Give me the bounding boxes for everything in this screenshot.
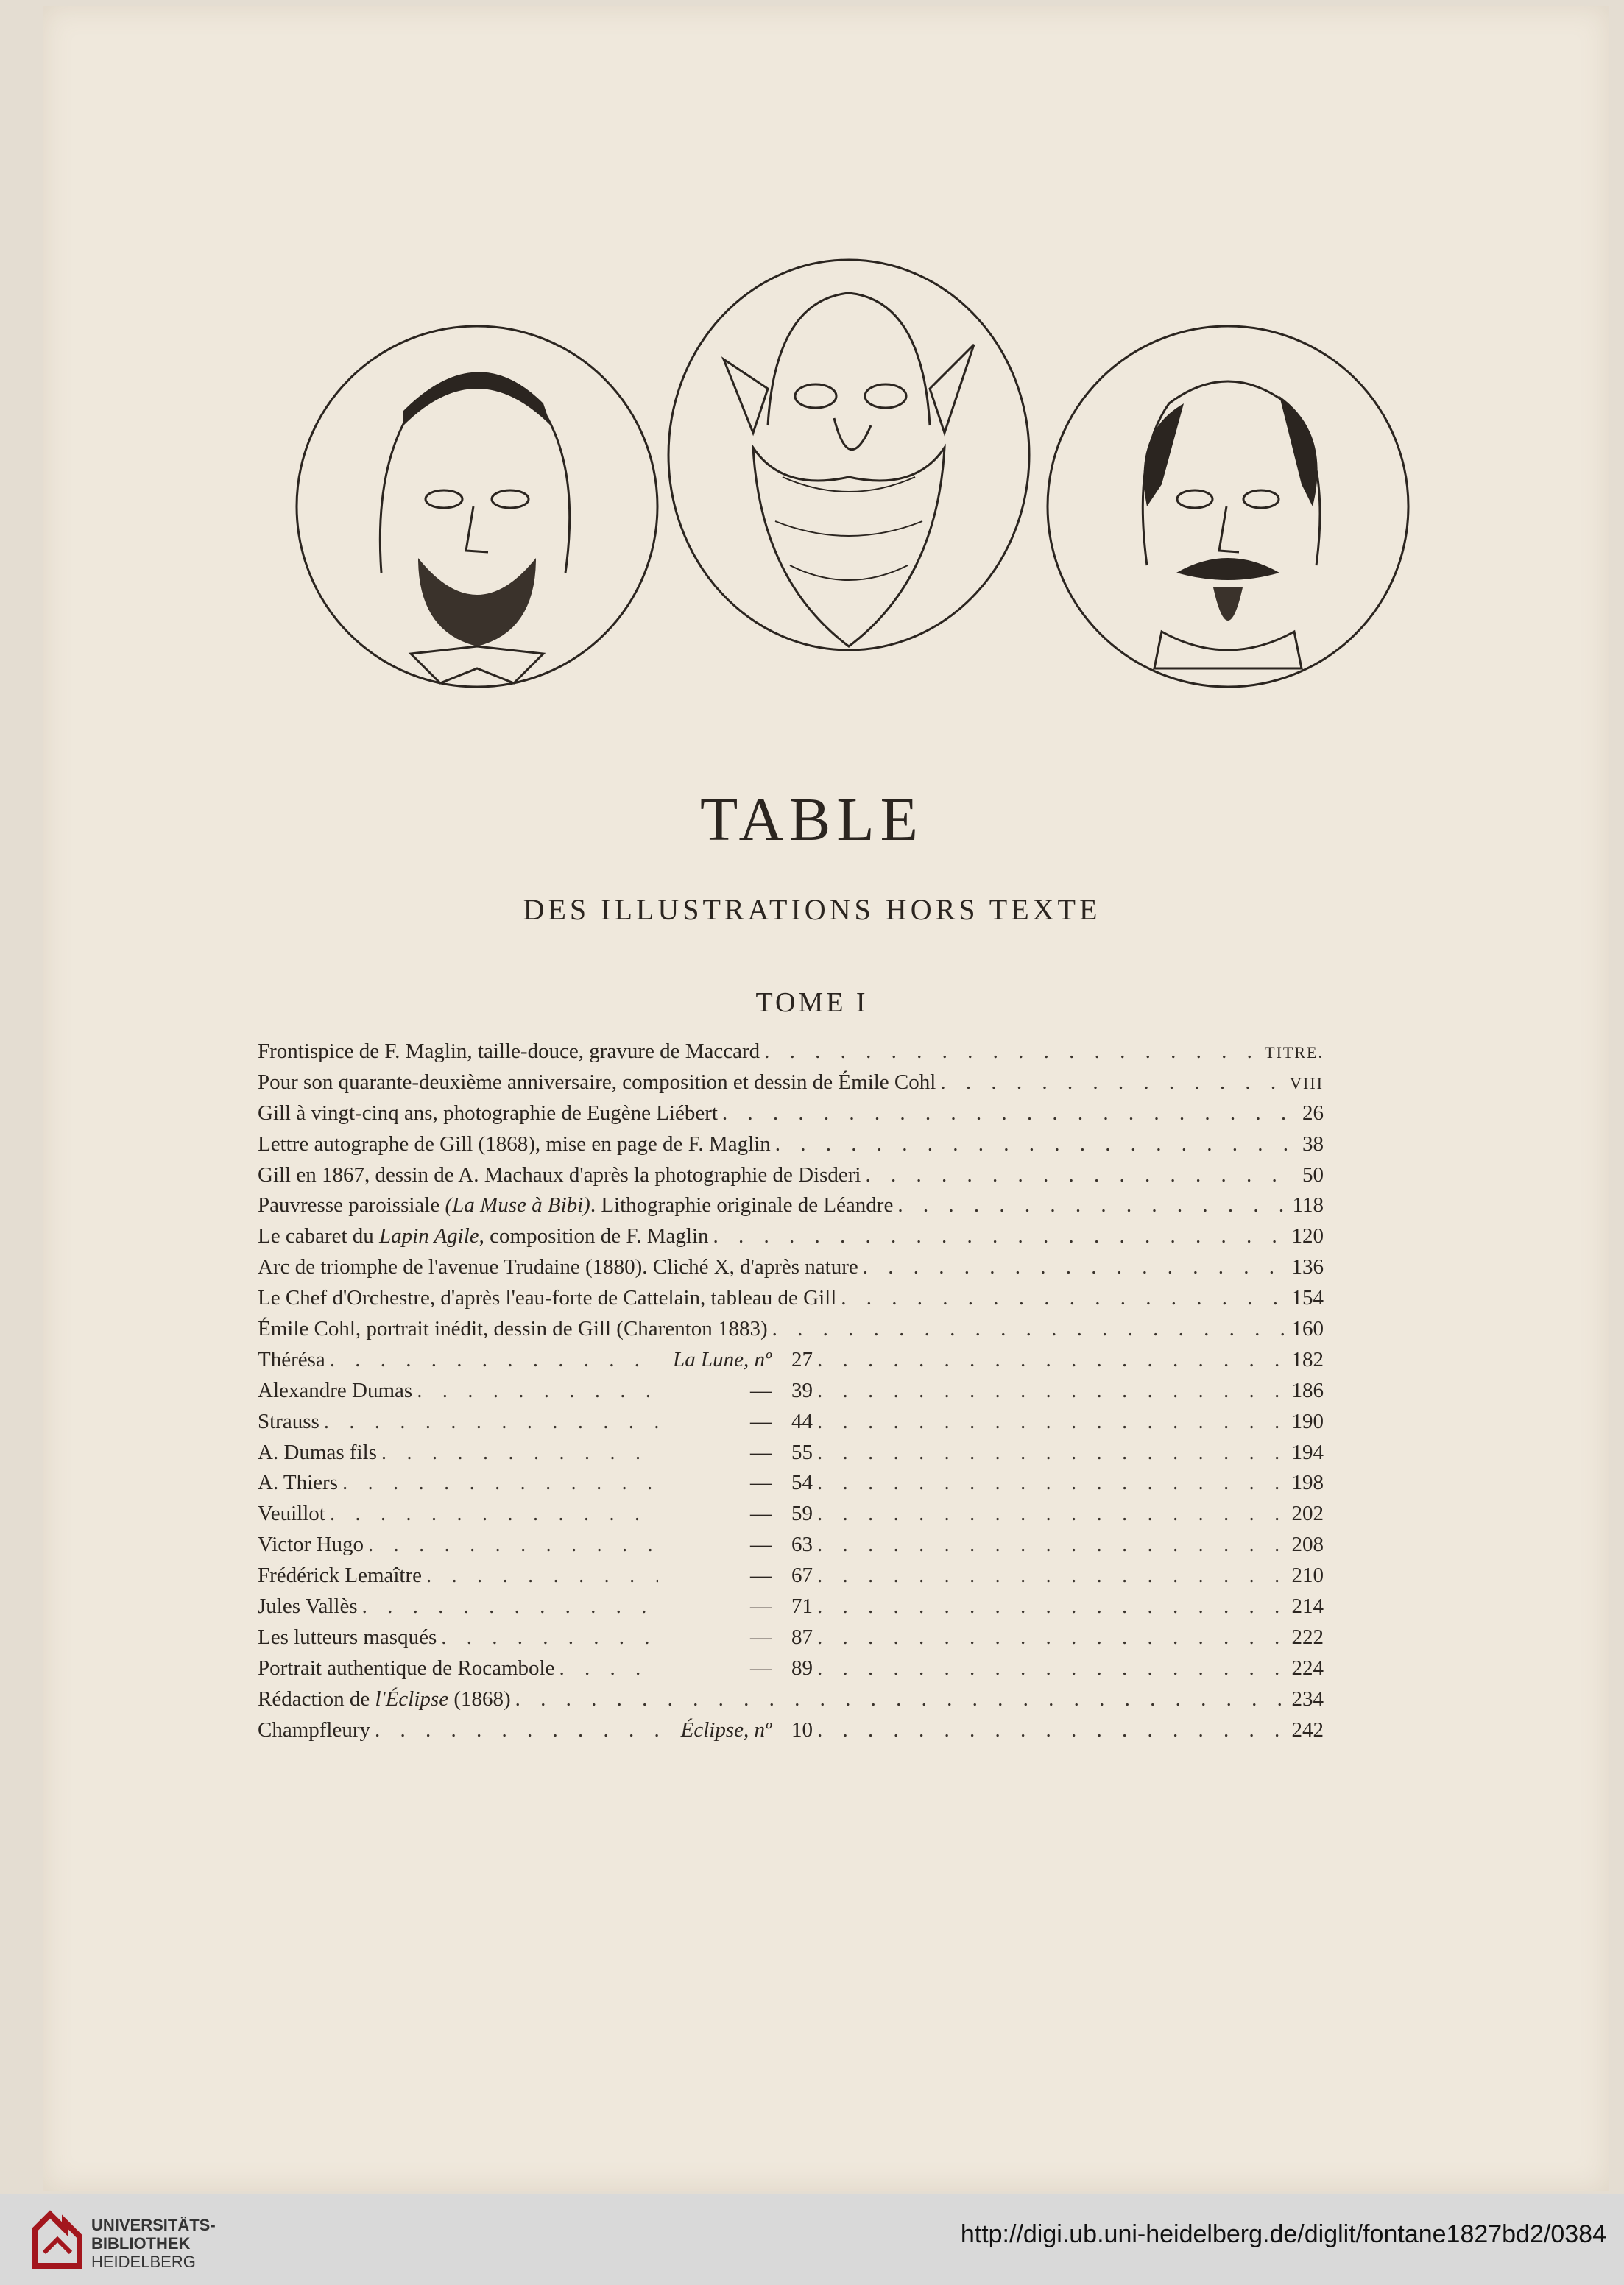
toc-row-journal xyxy=(258,1348,1324,1379)
dot-leader xyxy=(817,1379,1288,1403)
issue-number: 55 xyxy=(791,1440,813,1464)
toc-row xyxy=(258,1224,1324,1255)
dot-leader xyxy=(817,1594,1288,1619)
toc-row-journal xyxy=(258,1502,1324,1533)
entry-name: Thérésa xyxy=(258,1347,325,1371)
entry-name-cell xyxy=(258,1533,663,1557)
page-number: 190 xyxy=(1291,1409,1324,1433)
dot-leader xyxy=(330,1502,658,1526)
toc-row-journal xyxy=(258,1625,1324,1656)
entry-name: Jules Vallès xyxy=(258,1594,358,1619)
entry-name-cell xyxy=(258,1564,663,1588)
issue-number: 10 xyxy=(791,1717,813,1742)
entry-name: A. Dumas fils xyxy=(258,1440,377,1464)
entry-text: Arc de triomphe de l'avenue Trudaine (1880). Cliché X, d'après nature xyxy=(258,1255,858,1279)
library-logo-icon xyxy=(28,2207,85,2275)
page-number: 242 xyxy=(1291,1717,1324,1742)
issue-number: 44 xyxy=(791,1409,813,1433)
toc-row-journal xyxy=(258,1379,1324,1410)
dot-leader xyxy=(368,1533,658,1557)
issue-number: 59 xyxy=(791,1502,813,1526)
page-number: 234 xyxy=(1291,1687,1324,1711)
dot-leader xyxy=(362,1594,658,1619)
ditto-mark: — xyxy=(750,1471,772,1495)
entry-text-part: (1868) xyxy=(448,1687,511,1711)
entry-name: Alexandre Dumas xyxy=(258,1378,413,1402)
dot-leader xyxy=(722,1101,1290,1126)
ditto-mark: — xyxy=(750,1625,772,1649)
toc-row-journal xyxy=(258,1564,1324,1594)
issue-number: 71 xyxy=(791,1594,813,1619)
page-number: 38 xyxy=(1302,1131,1324,1156)
page-number: 224 xyxy=(1291,1656,1324,1680)
entry-text-part: . Lithographie originale de Léandre xyxy=(590,1193,894,1218)
entry-text xyxy=(258,1224,709,1249)
entry-text: Émile Cohl, portrait inédit, dessin de Gill (Charenton 1883) xyxy=(258,1317,768,1341)
dot-leader xyxy=(940,1070,1285,1095)
toc-row xyxy=(258,1193,1324,1224)
entry-name: Frédérick Lemaître xyxy=(258,1564,423,1588)
toc-row-journal xyxy=(258,1471,1324,1502)
entry-name: Champfleury xyxy=(258,1717,371,1742)
dot-leader xyxy=(764,1039,1260,1064)
library-name-line: BIBLIOTHEK xyxy=(91,2234,191,2253)
page-number: 194 xyxy=(1291,1440,1324,1464)
toc-row xyxy=(258,1687,1324,1718)
entry-source xyxy=(663,1348,772,1372)
toc-row xyxy=(258,1163,1324,1194)
page-number: 154 xyxy=(1291,1286,1324,1310)
dot-leader xyxy=(863,1255,1288,1279)
entry-name-cell xyxy=(258,1502,663,1526)
dot-leader xyxy=(897,1193,1288,1218)
ditto-mark: — xyxy=(750,1564,772,1588)
toc-row xyxy=(258,1101,1324,1132)
dot-leader xyxy=(817,1441,1288,1465)
portrait-karr xyxy=(665,256,1048,676)
issue-number: 27 xyxy=(791,1347,813,1371)
portrait-masse xyxy=(1037,322,1419,698)
issue-number: 39 xyxy=(791,1378,813,1402)
dot-leader xyxy=(375,1718,658,1742)
book-page xyxy=(43,6,1609,2191)
dot-leader xyxy=(817,1533,1288,1557)
library-footer xyxy=(0,2194,1624,2285)
page-number: TITRE. xyxy=(1265,1043,1324,1062)
entry-text-part: Le cabaret du xyxy=(258,1224,380,1249)
entry-italic-title: (La Muse à Bibi) xyxy=(445,1193,590,1218)
dot-leader xyxy=(441,1625,658,1650)
portrait-droz xyxy=(293,322,676,698)
dot-leader xyxy=(381,1441,658,1465)
dot-leader xyxy=(775,1132,1290,1156)
dot-leader xyxy=(342,1471,658,1495)
entry-name-cell xyxy=(258,1625,663,1650)
entry-name-cell xyxy=(258,1348,663,1372)
page-title: TABLE xyxy=(700,785,924,854)
toc-row xyxy=(258,1070,1324,1101)
page-number: 222 xyxy=(1291,1625,1324,1649)
dot-leader xyxy=(559,1656,658,1681)
page-number: 210 xyxy=(1291,1564,1324,1588)
entry-italic-title: l'Éclipse xyxy=(375,1687,449,1711)
issue-number: 54 xyxy=(791,1471,813,1495)
page-number: 120 xyxy=(1291,1224,1324,1249)
library-name-line: HEIDELBERG xyxy=(91,2253,196,2271)
entry-text xyxy=(258,1193,893,1218)
page-number: 136 xyxy=(1291,1255,1324,1279)
toc-row-journal xyxy=(258,1718,1324,1749)
journal-title: La Lune, nº xyxy=(673,1347,772,1371)
ditto-mark: — xyxy=(750,1533,772,1557)
page-number: 182 xyxy=(1291,1347,1324,1371)
table-of-illustrations xyxy=(258,1039,1324,1748)
permalink-url[interactable]: http://digi.ub.uni-heidelberg.de/diglit/fontane1827bd2/0384 xyxy=(960,2220,1606,2248)
entry-text-part: , composition de F. Maglin xyxy=(479,1224,709,1249)
toc-row-journal xyxy=(258,1656,1324,1687)
toc-row xyxy=(258,1039,1324,1070)
dot-leader xyxy=(841,1286,1287,1310)
ditto-mark: — xyxy=(750,1440,772,1464)
entry-name-cell xyxy=(258,1656,663,1681)
entry-source xyxy=(663,1718,772,1742)
entry-italic-title: Lapin Agile xyxy=(379,1224,479,1249)
entry-text: Lettre autographe de Gill (1868), mise en page de F. Maglin xyxy=(258,1131,771,1156)
entry-name-cell xyxy=(258,1718,663,1742)
entry-name: A. Thiers xyxy=(258,1471,339,1495)
dot-leader xyxy=(324,1410,658,1434)
dot-leader xyxy=(330,1348,658,1372)
journal-title: Éclipse, nº xyxy=(680,1717,772,1742)
issue-number: 89 xyxy=(791,1656,813,1680)
toc-row-journal xyxy=(258,1441,1324,1472)
dot-leader xyxy=(817,1656,1288,1681)
toc-row xyxy=(258,1317,1324,1348)
page-number: 160 xyxy=(1291,1317,1324,1341)
entry-name: Portrait authentique de Rocambole xyxy=(258,1656,555,1680)
dot-leader xyxy=(426,1564,658,1588)
entry-text: Le Chef d'Orchestre, d'après l'eau-forte de Cattelain, tableau de Gill xyxy=(258,1286,837,1310)
page-number: 26 xyxy=(1302,1101,1324,1125)
entry-name-cell xyxy=(258,1379,663,1403)
volume-heading: TOME I xyxy=(755,987,869,1018)
dot-leader xyxy=(817,1625,1288,1650)
dot-leader xyxy=(515,1687,1288,1712)
issue-number: 63 xyxy=(791,1533,813,1557)
entry-name: Les lutteurs masqués xyxy=(258,1625,437,1649)
entry-text: Frontispice de F. Maglin, taille-douce, gravure de Maccard xyxy=(258,1039,760,1063)
toc-row-journal xyxy=(258,1410,1324,1441)
library-name-line: UNIVERSITÄTS- xyxy=(91,2216,216,2234)
toc-row xyxy=(258,1286,1324,1317)
ditto-mark: — xyxy=(750,1378,772,1402)
page-number: 186 xyxy=(1291,1378,1324,1402)
library-name xyxy=(91,2216,216,2271)
page-number: 208 xyxy=(1291,1533,1324,1557)
ditto-mark: — xyxy=(750,1409,772,1433)
page-number: 202 xyxy=(1291,1502,1324,1526)
entry-text: Pour son quarante-deuxième anniversaire, composition et dessin de Émile Cohl xyxy=(258,1070,936,1094)
entry-text-part: Rédaction de xyxy=(258,1687,375,1711)
dot-leader xyxy=(817,1564,1288,1588)
dot-leader xyxy=(713,1224,1288,1249)
entry-name: Strauss xyxy=(258,1409,319,1433)
entry-name-cell xyxy=(258,1471,663,1495)
toc-row xyxy=(258,1255,1324,1286)
dot-leader xyxy=(817,1718,1288,1742)
dot-leader xyxy=(865,1163,1290,1187)
dot-leader xyxy=(772,1317,1288,1341)
page-number: VIII xyxy=(1290,1073,1324,1092)
dot-leader xyxy=(817,1502,1288,1526)
entry-name-cell xyxy=(258,1594,663,1619)
toc-row xyxy=(258,1132,1324,1163)
dot-leader xyxy=(817,1410,1288,1434)
issue-number: 67 xyxy=(791,1564,813,1588)
entry-text xyxy=(258,1687,511,1712)
toc-row-journal xyxy=(258,1594,1324,1625)
ditto-mark: — xyxy=(750,1594,772,1619)
dot-leader xyxy=(817,1348,1288,1372)
entry-text: Gill en 1867, dessin de A. Machaux d'après la photographie de Disderi xyxy=(258,1162,861,1187)
ditto-mark: — xyxy=(750,1502,772,1526)
entry-name: Victor Hugo xyxy=(258,1533,364,1557)
dot-leader xyxy=(817,1471,1288,1495)
issue-number: 87 xyxy=(791,1625,813,1649)
entry-name-cell xyxy=(258,1410,663,1434)
page-subtitle: DES ILLUSTRATIONS HORS TEXTE xyxy=(523,893,1101,926)
entry-name: Veuillot xyxy=(258,1502,325,1526)
entry-text: Gill à vingt-cinq ans, photographie de Eugène Liébert xyxy=(258,1101,718,1125)
dot-leader xyxy=(417,1379,658,1403)
portrait-medallions xyxy=(278,249,1427,727)
toc-row-journal xyxy=(258,1533,1324,1564)
entry-name-cell xyxy=(258,1441,663,1465)
entry-text-part: Pauvresse paroissiale xyxy=(258,1193,445,1218)
page-number: 198 xyxy=(1291,1471,1324,1495)
page-number: 118 xyxy=(1292,1193,1324,1218)
page-number: 214 xyxy=(1291,1594,1324,1619)
page-number: 50 xyxy=(1302,1162,1324,1187)
ditto-mark: — xyxy=(750,1656,772,1680)
